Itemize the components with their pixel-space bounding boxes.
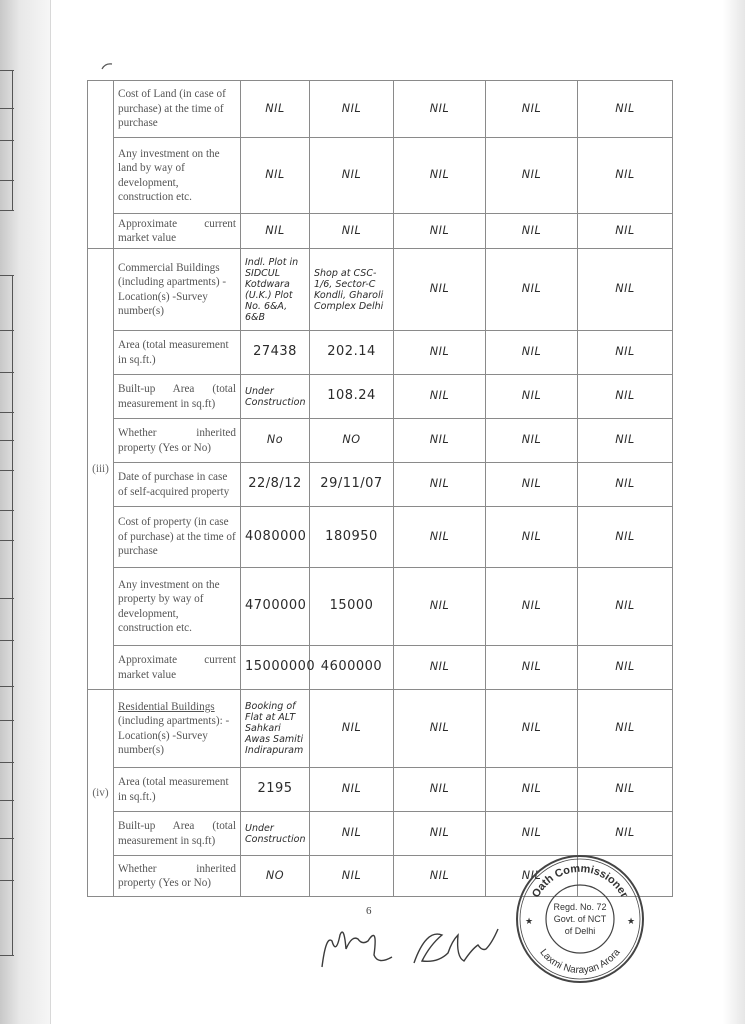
svg-text:Laxmi Narayan Arora: Laxmi Narayan Arora [537,947,623,977]
row-label: Cost of property (in case of purchase) at the time of purchase [114,507,241,568]
section-number [88,81,114,249]
cell-value: NIL [394,768,486,812]
cell-value: Under Construction [241,375,310,419]
cell-value: 15000000 [241,646,310,690]
page-number: 6 [366,905,372,917]
cell-value: 202.14 [310,331,394,375]
cell-value: NIL [578,331,673,375]
cell-value: NIL [578,419,673,463]
cell-value: 4600000 [310,646,394,690]
row-label: Approximate current market value [114,214,241,249]
cell-value: NIL [578,568,673,646]
cell-value: NIL [578,375,673,419]
cell-value: NIL [486,419,578,463]
stamp-govt: Govt. of NCT [553,914,607,924]
cell-value: NO [241,856,310,897]
cell-value: Booking of Flat at ALT Sahkari Awas Samiti Indirapuram [241,690,310,768]
asset-declaration-table [87,80,673,897]
table-row [88,375,673,419]
cell-value: NIL [394,812,486,856]
cell-value: NIL [578,690,673,768]
cell-value: NIL [394,419,486,463]
row-label: Any investment on the land by way of development, construction etc. [114,138,241,214]
cell-value: 27438 [241,331,310,375]
table-row [88,690,673,768]
row-label-heading: Commercial Buildings [118,261,220,274]
binding-edge [0,0,51,1024]
table-row [88,214,673,249]
cell-value: NIL [486,331,578,375]
row-label [114,690,241,768]
page-edge-shadow [723,0,745,1024]
table-row [88,331,673,375]
table-row [88,81,673,138]
cell-value: NIL [394,646,486,690]
cell-value: NIL [578,812,673,856]
svg-text:★: ★ [627,916,636,926]
row-label: Area (total measurement in sq.ft.) [114,331,241,375]
cell-value: NIL [310,690,394,768]
cell-value: NIL [578,463,673,507]
cell-value: NIL [578,214,673,249]
cell-value: NIL [486,690,578,768]
cell-value: NIL [310,81,394,138]
cell-value: No [241,419,310,463]
row-label: Built-up Area (total measurement in sq.ft) [114,812,241,856]
table-row [88,646,673,690]
corner-mark [100,62,114,70]
cell-value: NIL [486,812,578,856]
row-label: Any investment on the property by way of development, construction etc. [114,568,241,646]
cell-value: NIL [578,768,673,812]
table-row [88,463,673,507]
cell-value: NIL [394,214,486,249]
row-label: Whether inherited property (Yes or No) [114,856,241,897]
stamp-place: of Delhi [564,926,596,936]
cell-value: NIL [486,463,578,507]
cell-value: NIL [486,646,578,690]
cell-value: NIL [486,249,578,331]
cell-value: 180950 [310,507,394,568]
table-row [88,568,673,646]
cell-value: NIL [394,331,486,375]
cell-value: NIL [310,812,394,856]
cell-value: NIL [486,375,578,419]
cell-value: NIL [394,507,486,568]
cell-value: NO [310,419,394,463]
cell-value: NIL [486,768,578,812]
svg-text:Oath Commissioner: Oath Commissioner [529,862,631,900]
cell-value: NIL [394,856,486,897]
row-label: Date of purchase in case of self-acquired property [114,463,241,507]
section-number: (iii) [88,249,114,690]
row-label: Whether inherited property (Yes or No) [114,419,241,463]
cell-value: NIL [486,214,578,249]
cell-value: NIL [394,375,486,419]
stamp-regd: Regd. No. 72 [553,902,607,912]
row-label: Area (total measurement in sq.ft.) [114,768,241,812]
cell-value: NIL [486,507,578,568]
cell-value: Under Construction [241,812,310,856]
cell-value: Shop at CSC-1/6, Sector-C Kondli, Gharoli Complex Delhi [310,249,394,331]
cell-value: 4080000 [241,507,310,568]
cell-value: Indl. Plot in SIDCUL Kotdwara (U.K.) Plot No. 6&A, 6&B [241,249,310,331]
row-label-heading: Residential Buildings [118,700,215,713]
cell-value: NIL [578,249,673,331]
cell-value: NIL [394,463,486,507]
cell-value: NIL [394,690,486,768]
cell-value: 15000 [310,568,394,646]
row-label: Built-up Area (total measurement in sq.ft) [114,375,241,419]
section-number: (iv) [88,690,114,897]
cell-value: NIL [394,138,486,214]
cell-value: 2195 [241,768,310,812]
cell-value: NIL [578,507,673,568]
cell-value: NIL [486,856,578,897]
svg-text:★: ★ [525,916,534,926]
cell-value: NIL [394,81,486,138]
cell-value: NIL [310,214,394,249]
cell-value: NIL [486,568,578,646]
cell-value: NIL [578,81,673,138]
cell-value: 4700000 [241,568,310,646]
cell-value: NIL [486,81,578,138]
cell-value: 22/8/12 [241,463,310,507]
table-row [88,138,673,214]
cell-value: NIL [578,138,673,214]
row-label-detail: (including apartments): -Location(s) -Survey number(s) [118,715,230,756]
cell-value: NIL [310,138,394,214]
cell-value: NIL [310,856,394,897]
cell-value: 29/11/07 [310,463,394,507]
oath-commissioner-stamp [513,852,647,986]
cell-value: NIL [394,249,486,331]
row-label: Cost of Land (in case of purchase) at the time of purchase [114,81,241,138]
row-label [114,249,241,331]
cell-value: NIL [578,646,673,690]
cell-value: NIL [310,768,394,812]
row-label-detail: (including apartments) -Location(s) -Survey number(s) [118,276,227,317]
table-row [88,249,673,331]
cell-value: NIL [486,138,578,214]
table-row [88,768,673,812]
row-label: Approximate current market value [114,646,241,690]
cell-value: 108.24 [310,375,394,419]
cell-value: NIL [241,214,310,249]
table-row [88,507,673,568]
cell-value: NIL [241,81,310,138]
cell-value: NIL [394,568,486,646]
cell-value: NIL [241,138,310,214]
table-row [88,419,673,463]
signature-mark [318,905,518,977]
table-row [88,812,673,856]
